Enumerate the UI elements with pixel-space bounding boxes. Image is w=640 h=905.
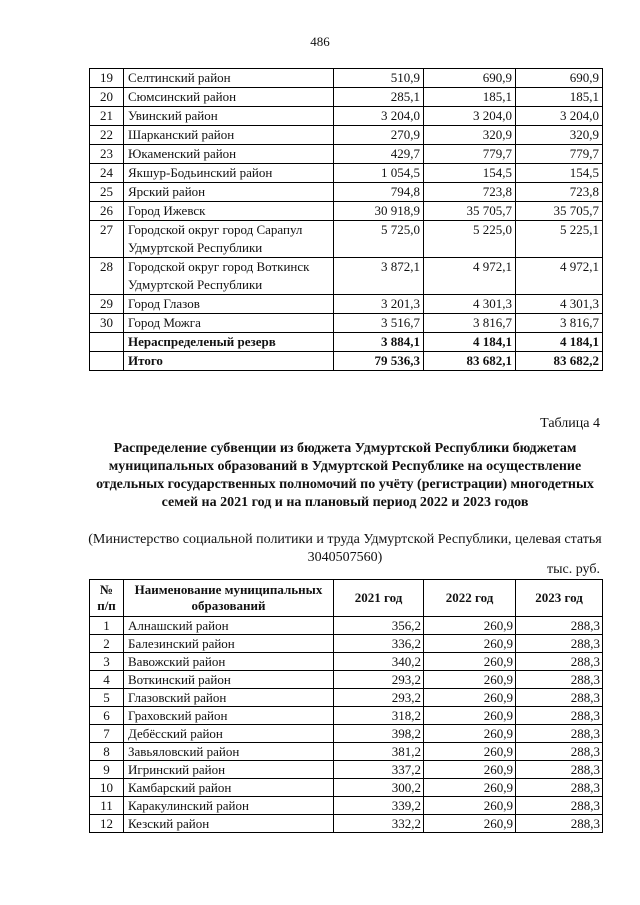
value-2023: 288,3 (516, 653, 603, 671)
table-row (90, 107, 603, 126)
value-2022: 3 816,7 (424, 314, 516, 333)
value-2023: 185,1 (516, 88, 603, 107)
value-2023: 3 816,7 (516, 314, 603, 333)
municipality-name: Якшур-Бодьинский район (124, 164, 334, 183)
value-2021: 398,2 (334, 725, 424, 743)
table-row (90, 295, 603, 314)
row-number: 12 (90, 815, 124, 833)
value-2023: 288,3 (516, 689, 603, 707)
table-row (90, 352, 603, 371)
table-row (90, 617, 603, 635)
value-2023: 288,3 (516, 815, 603, 833)
municipality-name: Завьяловский район (124, 743, 334, 761)
value-2021: 336,2 (334, 635, 424, 653)
row-number: 10 (90, 779, 124, 797)
municipality-name: Каракулинский район (124, 797, 334, 815)
municipality-name: Камбарский район (124, 779, 334, 797)
value-2023: 4 972,1 (516, 258, 603, 295)
header-2021: 2021 год (334, 580, 424, 617)
table-row (90, 164, 603, 183)
row-number: 19 (90, 69, 124, 88)
value-2022: 185,1 (424, 88, 516, 107)
value-2022: 260,9 (424, 707, 516, 725)
municipality-name: Кезский район (124, 815, 334, 833)
row-number: 30 (90, 314, 124, 333)
value-2022: 723,8 (424, 183, 516, 202)
value-2021: 318,2 (334, 707, 424, 725)
value-2023: 154,5 (516, 164, 603, 183)
table-row (90, 221, 603, 258)
value-2023: 288,3 (516, 671, 603, 689)
value-2023: 4 301,3 (516, 295, 603, 314)
value-2021: 1 054,5 (334, 164, 424, 183)
row-number: 6 (90, 707, 124, 725)
row-number: 3 (90, 653, 124, 671)
municipality-name: Город Можга (124, 314, 334, 333)
page-number: 486 (310, 34, 330, 49)
value-2023: 5 225,1 (516, 221, 603, 258)
value-2021: 293,2 (334, 689, 424, 707)
municipality-name: Дебёсский район (124, 725, 334, 743)
table-heading: Распределение субвенции из бюджета Удмуртской Республики бюджетам муниципальных образований в Удмуртской Республике на осуществление отдельных государственных полномочий по учёту (регистрации) многодетных семей на 2021 год и на плановый период 2022 и 2023 годов (96, 441, 594, 510)
row-number: 5 (90, 689, 124, 707)
value-2023: 4 184,1 (516, 333, 603, 352)
value-2023: 723,8 (516, 183, 603, 202)
table-row (90, 145, 603, 164)
value-2021: 285,1 (334, 88, 424, 107)
value-2021: 3 204,0 (334, 107, 424, 126)
value-2021: 510,9 (334, 69, 424, 88)
table-row (90, 314, 603, 333)
table-row (90, 653, 603, 671)
row-number: 24 (90, 164, 124, 183)
municipality-name: Городской округ город Сарапул Удмуртской Республики (124, 221, 334, 258)
row-number: 1 (90, 617, 124, 635)
value-2022: 260,9 (424, 743, 516, 761)
value-2023: 690,9 (516, 69, 603, 88)
value-2021: 293,2 (334, 671, 424, 689)
row-number: 29 (90, 295, 124, 314)
table-row (90, 333, 603, 352)
row-number: 22 (90, 126, 124, 145)
row-number: 25 (90, 183, 124, 202)
value-2021: 429,7 (334, 145, 424, 164)
value-2022: 5 225,0 (424, 221, 516, 258)
header-num: № п/п (90, 580, 124, 617)
municipality-name: Нераспределеный резерв (124, 333, 334, 352)
municipality-name: Итого (124, 352, 334, 371)
value-2021: 340,2 (334, 653, 424, 671)
table-row (90, 183, 603, 202)
value-2022: 260,9 (424, 689, 516, 707)
table-row (90, 689, 603, 707)
municipality-name: Ярский район (124, 183, 334, 202)
value-2022: 4 972,1 (424, 258, 516, 295)
value-2022: 4 184,1 (424, 333, 516, 352)
value-2023: 288,3 (516, 779, 603, 797)
municipality-name: Город Ижевск (124, 202, 334, 221)
value-2023: 288,3 (516, 725, 603, 743)
value-2021: 300,2 (334, 779, 424, 797)
row-number: 26 (90, 202, 124, 221)
value-2021: 3 884,1 (334, 333, 424, 352)
row-number: 2 (90, 635, 124, 653)
table-row (90, 671, 603, 689)
value-2023: 779,7 (516, 145, 603, 164)
value-2022: 154,5 (424, 164, 516, 183)
table-row (90, 202, 603, 221)
value-2022: 320,9 (424, 126, 516, 145)
value-2022: 83 682,1 (424, 352, 516, 371)
table-row (90, 707, 603, 725)
value-2022: 260,9 (424, 815, 516, 833)
municipality-name: Город Глазов (124, 295, 334, 314)
table-label: Таблица 4 (540, 416, 600, 431)
value-2021: 794,8 (334, 183, 424, 202)
table-row (90, 258, 603, 295)
value-2022: 779,7 (424, 145, 516, 164)
table-row (90, 635, 603, 653)
value-2021: 332,2 (334, 815, 424, 833)
municipality-name: Граховский район (124, 707, 334, 725)
value-2022: 260,9 (424, 617, 516, 635)
row-number (90, 333, 124, 352)
value-2023: 288,3 (516, 707, 603, 725)
value-2023: 288,3 (516, 761, 603, 779)
units-label: тыс. руб. (547, 562, 600, 577)
value-2022: 260,9 (424, 779, 516, 797)
table-row (90, 126, 603, 145)
value-2023: 3 204,0 (516, 107, 603, 126)
value-2021: 3 201,3 (334, 295, 424, 314)
value-2022: 260,9 (424, 671, 516, 689)
value-2022: 4 301,3 (424, 295, 516, 314)
subvention-table (89, 579, 603, 833)
municipality-name: Городской округ город Воткинск Удмуртской Республики (124, 258, 334, 295)
municipality-name: Селтинский район (124, 69, 334, 88)
row-number (90, 352, 124, 371)
table-subheading: (Министерство социальной политики и труда Удмуртской Республики, целевая статья 3040507560) (88, 532, 602, 565)
row-number: 7 (90, 725, 124, 743)
value-2022: 260,9 (424, 635, 516, 653)
table-row (90, 743, 603, 761)
value-2023: 288,3 (516, 797, 603, 815)
row-number: 11 (90, 797, 124, 815)
value-2022: 260,9 (424, 725, 516, 743)
row-number: 20 (90, 88, 124, 107)
value-2021: 3 872,1 (334, 258, 424, 295)
allocation-table-continued (89, 68, 603, 371)
value-2021: 79 536,3 (334, 352, 424, 371)
value-2022: 260,9 (424, 797, 516, 815)
value-2021: 3 516,7 (334, 314, 424, 333)
table-row (90, 69, 603, 88)
municipality-name: Вавожский район (124, 653, 334, 671)
table-row (90, 797, 603, 815)
table-row (90, 88, 603, 107)
row-number: 28 (90, 258, 124, 295)
header-name: Наименование муниципальных образований (124, 580, 334, 617)
value-2022: 260,9 (424, 653, 516, 671)
value-2023: 83 682,2 (516, 352, 603, 371)
municipality-name: Сюмсинский район (124, 88, 334, 107)
value-2021: 5 725,0 (334, 221, 424, 258)
header-2022: 2022 год (424, 580, 516, 617)
value-2021: 339,2 (334, 797, 424, 815)
row-number: 23 (90, 145, 124, 164)
municipality-name: Воткинский район (124, 671, 334, 689)
municipality-name: Увинский район (124, 107, 334, 126)
municipality-name: Юкаменский район (124, 145, 334, 164)
municipality-name: Балезинский район (124, 635, 334, 653)
table-row (90, 761, 603, 779)
value-2021: 356,2 (334, 617, 424, 635)
value-2021: 337,2 (334, 761, 424, 779)
row-number: 9 (90, 761, 124, 779)
row-number: 27 (90, 221, 124, 258)
value-2022: 260,9 (424, 761, 516, 779)
value-2023: 288,3 (516, 635, 603, 653)
row-number: 8 (90, 743, 124, 761)
municipality-name: Алнашский район (124, 617, 334, 635)
row-number: 21 (90, 107, 124, 126)
value-2022: 690,9 (424, 69, 516, 88)
table-header-row (90, 580, 603, 617)
value-2022: 35 705,7 (424, 202, 516, 221)
municipality-name: Шарканский район (124, 126, 334, 145)
header-2023: 2023 год (516, 580, 603, 617)
value-2023: 288,3 (516, 617, 603, 635)
value-2022: 3 204,0 (424, 107, 516, 126)
value-2021: 381,2 (334, 743, 424, 761)
value-2021: 30 918,9 (334, 202, 424, 221)
table-row (90, 815, 603, 833)
value-2021: 270,9 (334, 126, 424, 145)
value-2023: 288,3 (516, 743, 603, 761)
municipality-name: Игринский район (124, 761, 334, 779)
municipality-name: Глазовский район (124, 689, 334, 707)
table-row (90, 779, 603, 797)
table-row (90, 725, 603, 743)
value-2023: 35 705,7 (516, 202, 603, 221)
value-2023: 320,9 (516, 126, 603, 145)
row-number: 4 (90, 671, 124, 689)
